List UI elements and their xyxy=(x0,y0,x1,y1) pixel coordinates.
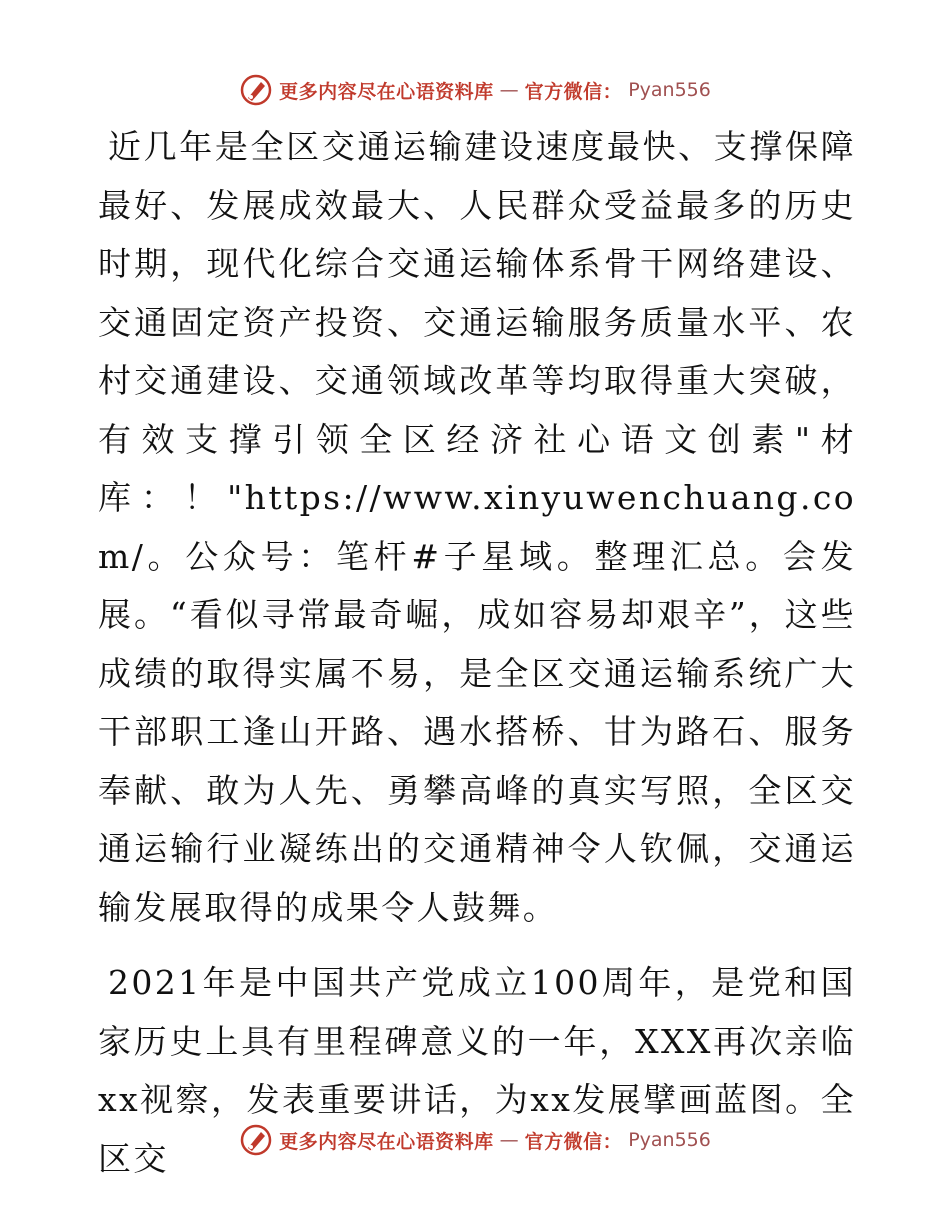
pen-logo-icon xyxy=(239,73,273,107)
header-banner xyxy=(0,70,950,110)
pen-logo-icon xyxy=(239,1123,273,1157)
footer-banner xyxy=(0,1120,950,1160)
banner-wechat-id: Pyan556 xyxy=(628,1129,711,1151)
banner-wechat-label: 官方微信： xyxy=(524,80,623,103)
banner-main-text: 更多内容尽在心语资料库 xyxy=(279,80,494,103)
banner-dash: — xyxy=(499,1129,519,1151)
banner-dash: — xyxy=(499,79,519,101)
banner-wechat-id: Pyan556 xyxy=(628,79,711,101)
banner-wechat-label: 官方微信： xyxy=(524,1130,623,1153)
paragraph-2: 2021年是中国共产党成立100周年，是党和国家历史上具有里程碑意义的一年，XXX再次亲临xx视察，发表重要讲话，为xx发展擘画蓝图。全区交 xyxy=(98,963,856,1178)
document-body xyxy=(98,118,856,1188)
paragraph-1: 近几年是全区交通运输建设速度最快、支撑保障最好、发展成效最大、人民群众受益最多的历史时期，现代化综合交通运输体系骨干网络建设、交通固定资产投资、交通运输服务质量水平、农村交通建设、交通领域改革等均取得重大突破，有效支撑引领全区经济社心语文创素"材库：！"https://www.xinyuwenchuang.com/。公众号：笔杆#子星域。整理汇总。会发展。“看似寻常最奇崛，成如容易却艰辛”，这些成绩的取得实属不易，是全区交通运输系统广大干部职工逢山开路、遇水搭桥、甘为路石、服务奉献、敢为人先、勇攀高峰的真实写照，全区交通运输行业凝练出的交通精神令人钦佩，交通运输发展取得的成果令人鼓舞。 xyxy=(98,127,856,927)
banner-main-text: 更多内容尽在心语资料库 xyxy=(279,1130,494,1153)
